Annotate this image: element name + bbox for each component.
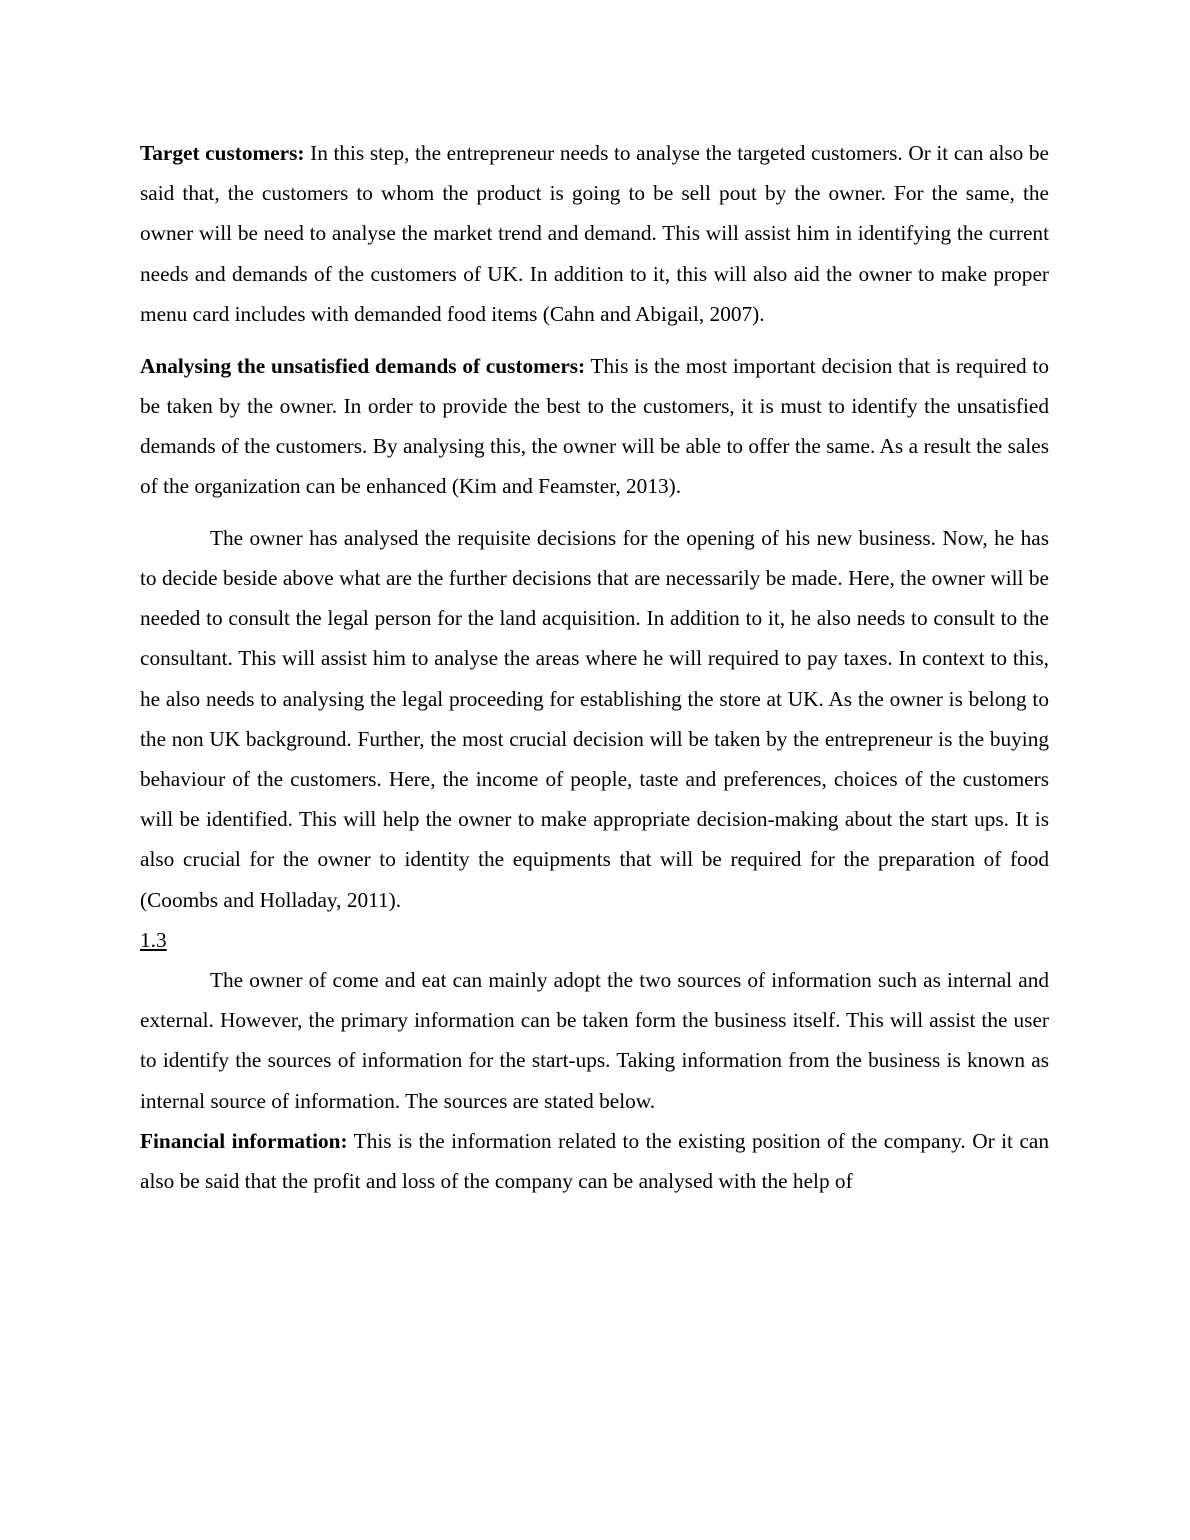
paragraph-sources-of-information — [140, 960, 1049, 1121]
paragraph-label: Target customers: — [140, 141, 305, 165]
paragraph-unsatisfied-demands — [140, 346, 1049, 507]
paragraph-text: The owner of come and eat can mainly adopt the two sources of information such as internal and external. However, the primary information can be taken form the business itself. This will assist the user to identify the sources of information for the start-ups. Taking information from the business is known as internal source of information. The sources are stated below. — [140, 968, 1049, 1113]
paragraph-target-customers — [140, 133, 1049, 334]
paragraph-label: Financial information: — [140, 1128, 348, 1153]
paragraph-text: This is the most important decision that is required to be taken by the owner. In order to provide the best to the customers, it is must to identify the unsatisfied demands of the customers. By analysing this, the owner will be able to offer the same. As a result the sales of the organization can be enhanced (Kim and Feamster, 2013). — [140, 353, 1049, 499]
paragraph-owner-decisions — [140, 518, 1049, 920]
paragraph-text: The owner has analysed the requisite decisions for the opening of his new business. Now, he has to decide beside above what are the further decisions that are necessarily be made. Here, the owner will be needed to consult the legal person for the land acquisition. In addition to it, he also needs to consult to the consultant. This will assist him to analyse the areas where he will required to pay taxes. In context to this, he also needs to analysing the legal proceeding for establishing the store at UK. As the owner is belong to the non UK background. Further, the most crucial decision will be taken by the entrepreneur is the buying behaviour of the customers. Here, the income of people, taste and preferences, choices of the customers will be identified. This will help the owner to make appropriate decision-making about the start ups. It is also crucial for the owner to identity the equipments that will be required for the preparation of food (Coombs and Holladay, 2011). — [140, 525, 1049, 912]
section-heading: 1.3 — [140, 927, 167, 952]
paragraph-label: Analysing the unsatisfied demands of customers: — [140, 353, 586, 378]
paragraph-text: This is the information related to the existing position of the company. Or it can also be said that the profit and loss of the company can be analysed with the help of — [140, 1128, 1049, 1194]
paragraph-financial-information — [140, 1121, 1049, 1201]
document-page — [140, 133, 1049, 1201]
paragraph-text: In this step, the entrepreneur needs to analyse the targeted customers. Or it can also be said that, the customers to whom the product is going to be sell pout by the owner. For the same, the owner will be need to analyse the market trend and demand. This will assist him in identifying the current needs and demands of the customers of UK. In addition to it, this will also aid the owner to make proper menu card includes with demanded food items (Cahn and Abigail, 2007). — [140, 141, 1049, 326]
